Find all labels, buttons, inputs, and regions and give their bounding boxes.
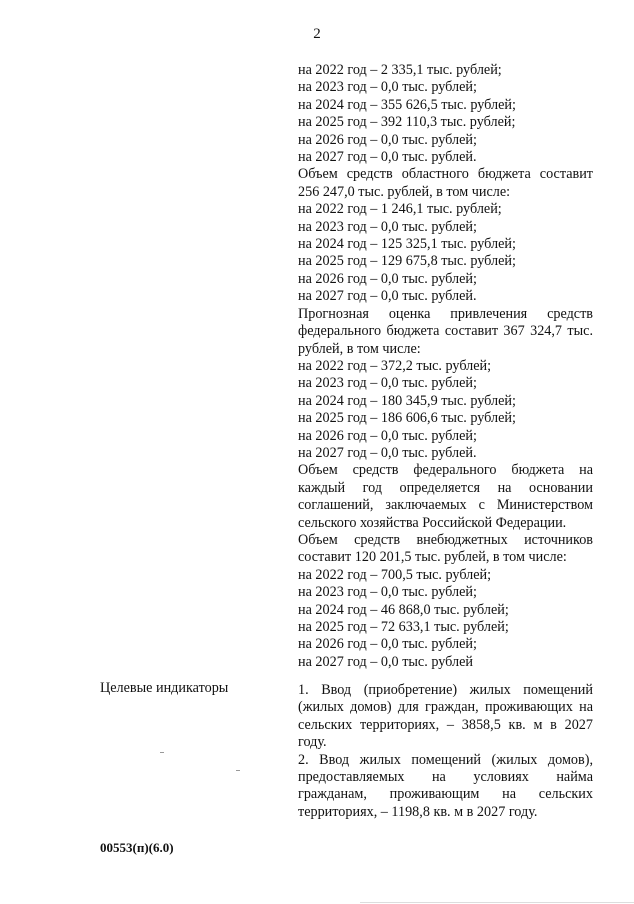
funding-line: на 2023 год – 0,0 тыс. рублей; [298, 218, 477, 235]
funding-line: на 2026 год – 0,0 тыс. рублей; [298, 636, 477, 653]
funding-line: на 2027 год – 0,0 тыс. рублей [298, 653, 473, 670]
funding-line: на 2022 год – 2 335,1 тыс. рублей; [298, 62, 502, 78]
funding-line: на 2027 год – 0,0 тыс. рублей. [298, 444, 477, 461]
funding-line: на 2026 год – 0,0 тыс. рублей; [298, 131, 477, 148]
indicator-item: 1. Ввод (приобретение) жилых помещений (жилых домов) для граждан, проживающих на сельских территориях, – 3858,5 кв. м в 2027 году. [298, 682, 593, 751]
page-edge-line [360, 902, 634, 903]
funding-line: на 2022 год – 700,5 тыс. рублей; [298, 566, 492, 583]
regional-budget-summary: Объем средств областного бюджета составит 256 247,0 тыс. рублей, в том числе: [298, 166, 593, 200]
funding-line: на 2023 год – 0,0 тыс. рублей; [298, 584, 477, 601]
extra-budget-summary: Объем средств внебюджетных источников составит 120 201,5 тыс. рублей, в том числе: [298, 531, 593, 566]
funding-line: на 2023 год – 0,0 тыс. рублей; [298, 79, 477, 96]
funding-line: на 2025 год – 186 606,6 тыс. рублей; [298, 410, 516, 427]
federal-budget-summary: Прогнозная оценка привлечения средств федерального бюджета составит 367 324,7 тыс. рублей, в том числе: [298, 305, 593, 357]
funding-line: на 2024 год – 355 626,5 тыс. рублей; [298, 96, 516, 113]
funding-line: на 2024 год – 125 325,1 тыс. рублей; [298, 236, 516, 253]
funding-line: на 2022 год – 1 246,1 тыс. рублей; [298, 201, 502, 218]
funding-line: на 2026 год – 0,0 тыс. рублей; [298, 427, 477, 444]
funding-line: на 2023 год – 0,0 тыс. рублей; [298, 375, 477, 392]
funding-line: на 2026 год – 0,0 тыс. рублей; [298, 270, 477, 287]
funding-line: на 2024 год – 180 345,9 тыс. рублей; [298, 392, 516, 409]
funding-line: на 2027 год – 0,0 тыс. рублей. [298, 288, 477, 305]
funding-line: на 2025 год – 72 633,1 тыс. рублей; [298, 619, 509, 635]
document-code: 00553(п)(6.0) [100, 840, 174, 855]
funding-line: на 2024 год – 46 868,0 тыс. рублей; [298, 601, 509, 618]
scan-artifact [236, 770, 240, 771]
target-indicators-label: Целевые индикаторы [100, 680, 229, 696]
funding-line: на 2025 год – 129 675,8 тыс. рублей; [298, 253, 516, 270]
federal-budget-note: Объем средств федерального бюджета на каждый год определяется на основании соглашений, заключаемых с Министерством сельского хозяйства Российской Федерации. [298, 462, 593, 531]
funding-line: на 2027 год – 0,0 тыс. рублей. [298, 149, 477, 166]
funding-line: на 2025 год – 392 110,3 тыс. рублей; [298, 114, 516, 131]
page-number: 2 [313, 26, 321, 42]
funding-section [298, 62, 593, 671]
indicator-item: 2. Ввод жилых помещений (жилых домов), предоставляемых на условиях найма гражданам, проживающим на сельских территориях, – 1198,8 кв. м в 2027 году. [298, 751, 593, 820]
target-indicators-list [298, 682, 593, 821]
scan-artifact [160, 752, 164, 753]
funding-line: на 2022 год – 372,2 тыс. рублей; [298, 357, 492, 374]
